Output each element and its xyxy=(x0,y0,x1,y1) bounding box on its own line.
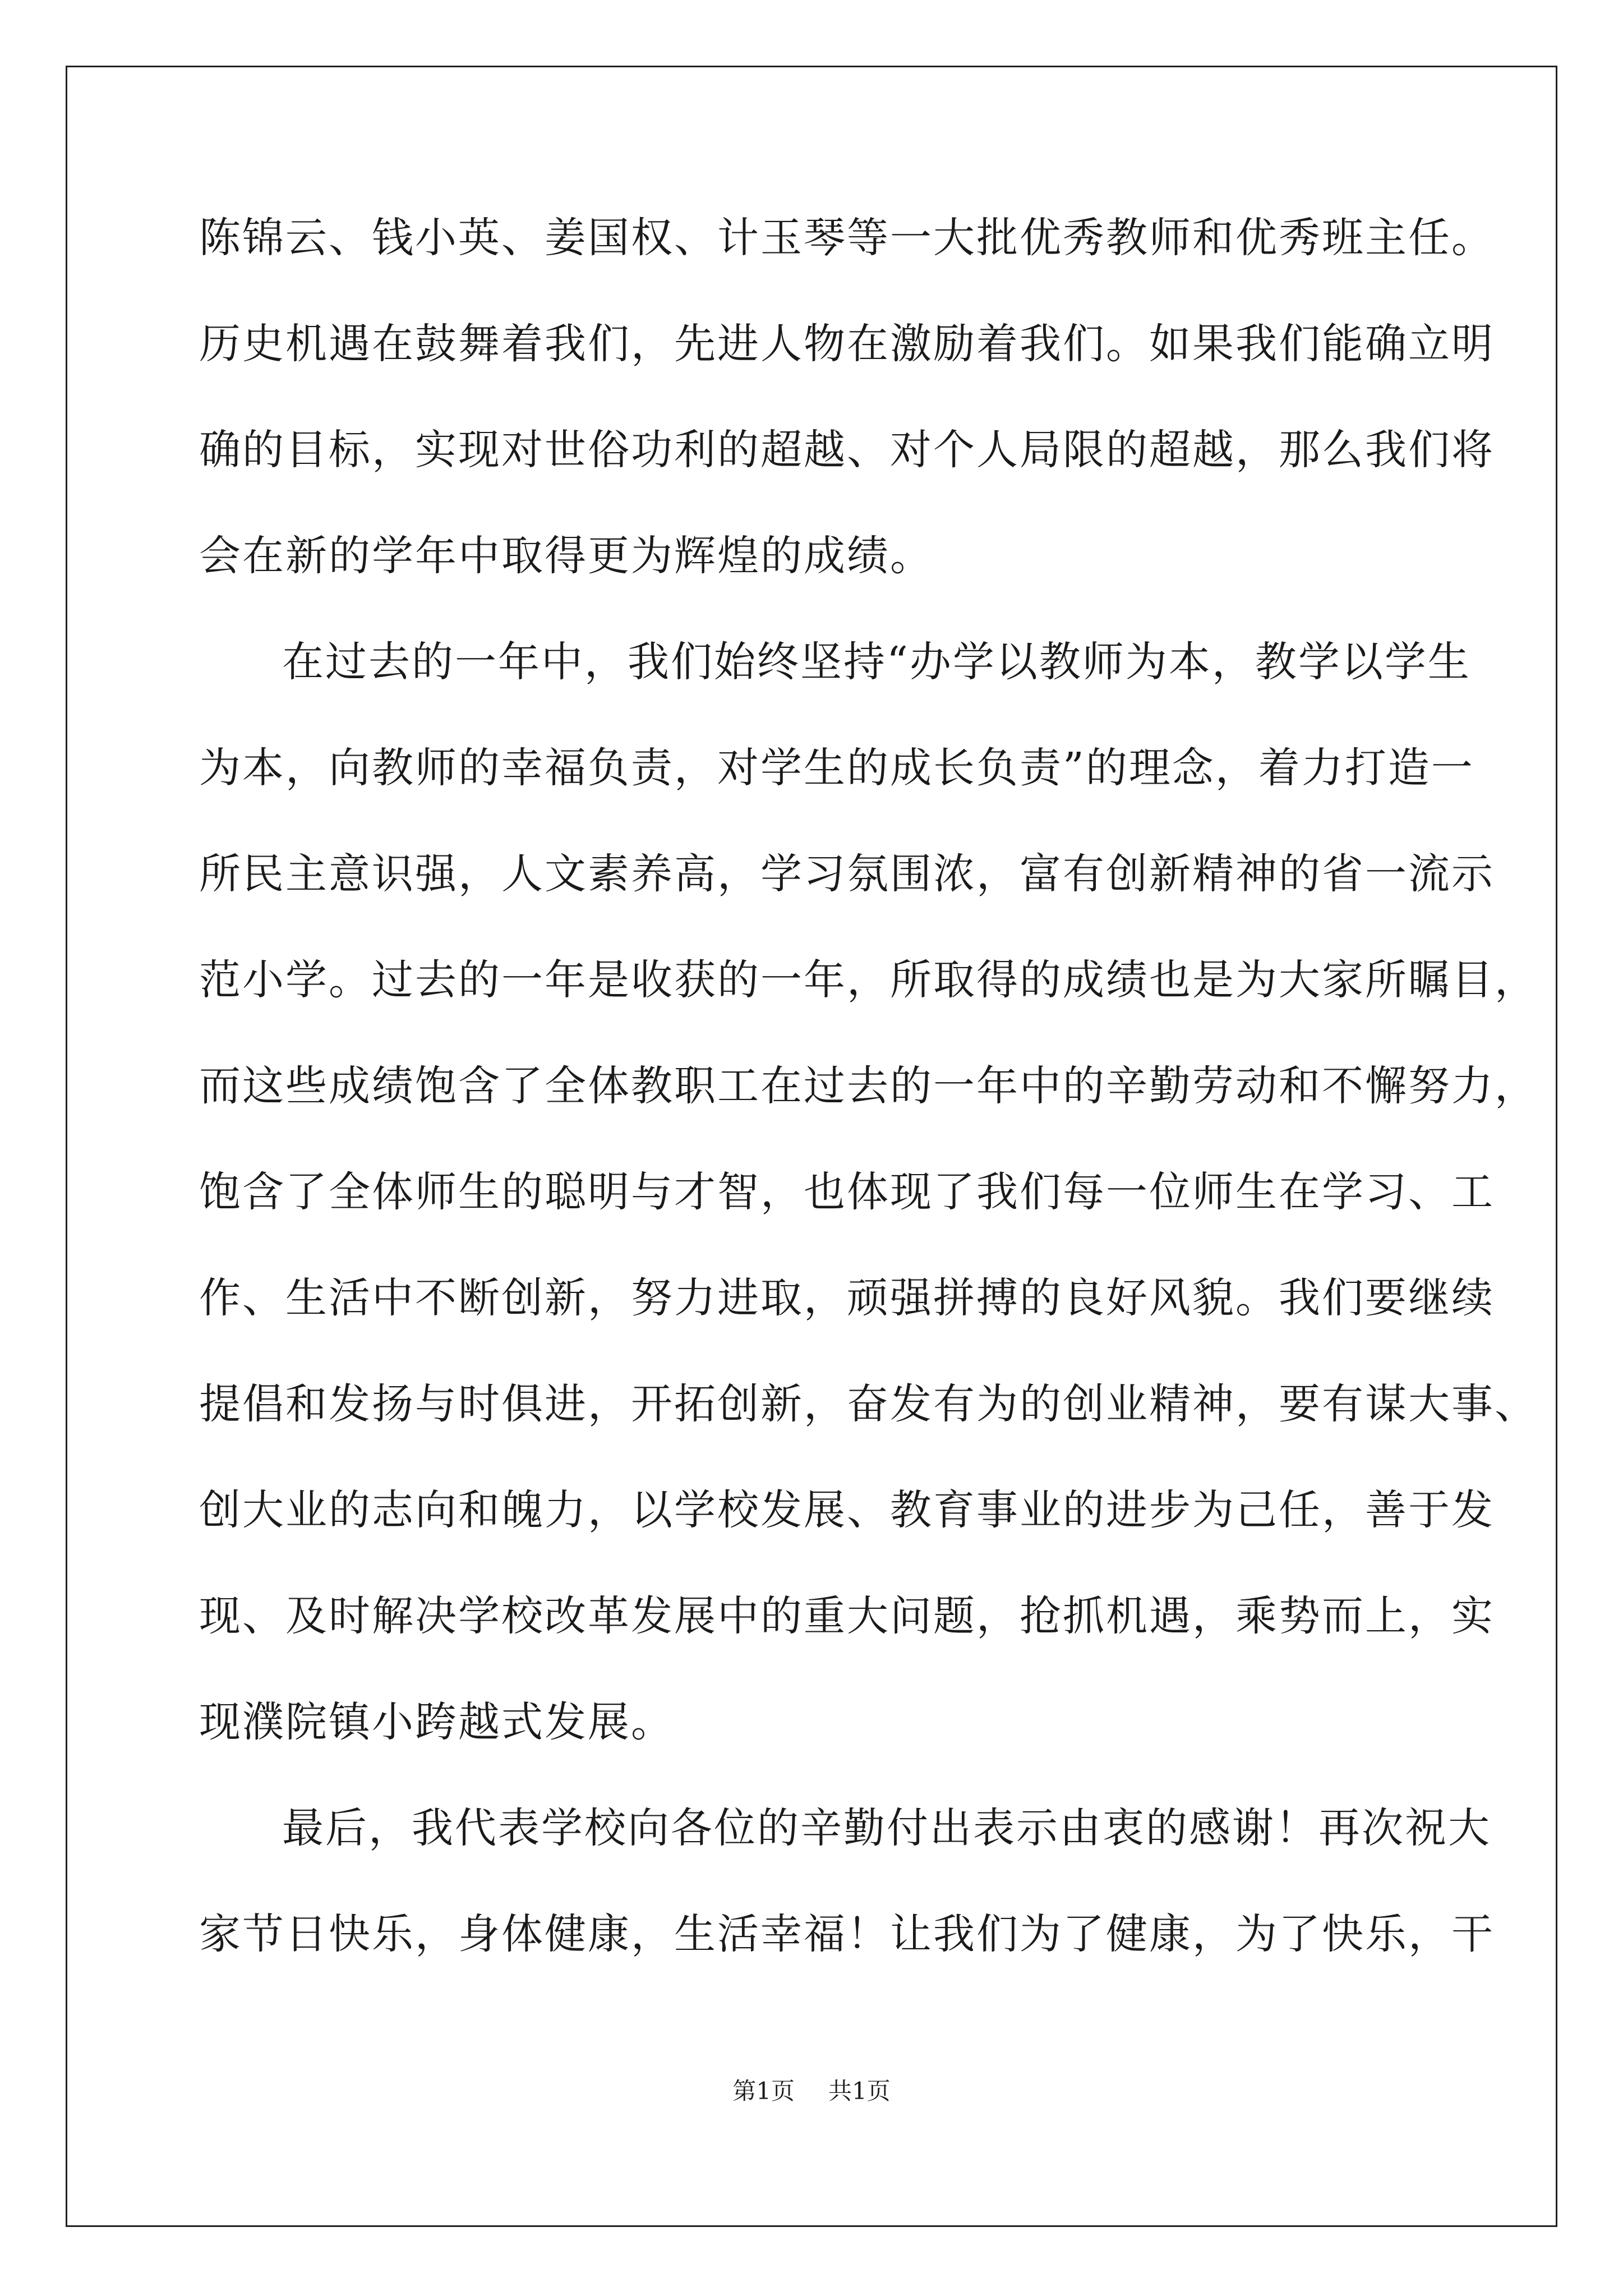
text-line: 家节日快乐，身体健康，生活幸福！让我们为了健康，为了快乐，干 xyxy=(199,1910,1495,1958)
text-line: 现濮院镇小跨越式发展。 xyxy=(199,1698,674,1746)
text-line: 会在新的学年中取得更为辉煌的成绩。 xyxy=(199,532,933,580)
text-line: 创大业的志向和魄力，以学校发展、教育事业的进步为己任，善于发 xyxy=(199,1486,1495,1534)
page-total: 共1页 xyxy=(828,2077,891,2105)
text-line: 为本，向教师的幸福负责，对学生的成长负责”的理念，着力打造一 xyxy=(199,744,1474,792)
text-line: 范小学。过去的一年是收获的一年，所取得的成绩也是为大家所瞩目， xyxy=(199,956,1538,1004)
paragraph-start-line: 在过去的一年中，我们始终坚持“办学以教师为本，教学以学生 xyxy=(282,638,1471,686)
text-line: 历史机遇在鼓舞着我们，先进人物在激励着我们。如果我们能确立明 xyxy=(199,320,1495,368)
paragraph-start-line: 最后，我代表学校向各位的辛勤付出表示由衷的感谢！再次祝大 xyxy=(282,1804,1491,1852)
text-line: 而这些成绩饱含了全体教职工在过去的一年中的辛勤劳动和不懈努力， xyxy=(199,1062,1538,1110)
page-number: 第1页 xyxy=(732,2077,795,2105)
text-line: 陈锦云、钱小英、姜国权、计玉琴等一大批优秀教师和优秀班主任。 xyxy=(199,214,1495,262)
page-footer xyxy=(0,2074,1623,2108)
text-line: 现、及时解决学校改革发展中的重大问题，抢抓机遇，乘势而上，实 xyxy=(199,1592,1495,1640)
text-line: 提倡和发扬与时俱进，开拓创新，奋发有为的创业精神，要有谋大事、 xyxy=(199,1380,1538,1428)
text-line: 确的目标，实现对世俗功利的超越、对个人局限的超越，那么我们将 xyxy=(199,426,1495,474)
text-line: 饱含了全体师生的聪明与才智，也体现了我们每一位师生在学习、工 xyxy=(199,1168,1495,1216)
text-line: 所民主意识强，人文素养高，学习氛围浓，富有创新精神的省一流示 xyxy=(199,850,1495,898)
text-line: 作、生活中不断创新，努力进取，顽强拼搏的良好风貌。我们要继续 xyxy=(199,1274,1495,1322)
document-body xyxy=(199,185,1538,1987)
